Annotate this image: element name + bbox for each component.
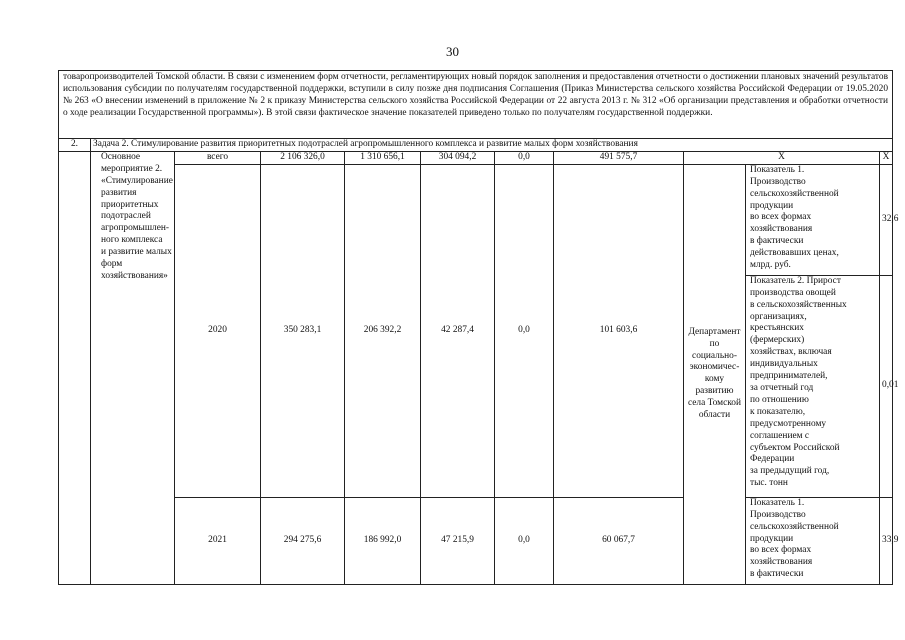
total-indicator-x: Х [684, 151, 880, 164]
year-2021-local: 0,0 [495, 497, 554, 584]
empty-number-cell [59, 151, 91, 584]
total-label: всего [175, 151, 261, 164]
year-2020-regional: 42 287,4 [421, 164, 495, 497]
executor: Департамент по социально- экономичес- кому развитию села Томской области [684, 164, 746, 584]
year-2020-row-1 [59, 164, 893, 275]
task-title: Задача 2. Стимулирование развития приоритетных подотраслей агропромышленного комплекса и развитие малых форм хозяйствования [91, 139, 893, 152]
year-2021-row-1 [59, 497, 893, 584]
note-text: товаропроизводителей Томской области. В связи с изменением форм отчетности, регламентирующих новый порядок заполнения и предоставления отчетности о достижении плановых значений результатов использования субсидии по получателям государственной поддержки, вступили в силу позже дня подписания Соглашения (Приказ Министерства сельского хозяйства Российской Федерации от 19.05.2020 № 263 «О внесении изменений в приложение № 2 к приказу Министерства сельского хозяйства Российской Федерации от 22 августа 2013 г. № 312 «Об организации представления и обработки отчетности о ходе реализации Государственной программы»). В этой связи фактическое значение показателей приведено только по получателям государственной поддержки. [59, 71, 893, 139]
year-2021-regional: 47 215,9 [421, 497, 495, 584]
year-2021-federal: 186 992,0 [345, 497, 421, 584]
total-sum: 2 106 326,0 [261, 151, 345, 164]
indicator-2020-2: Показатель 2. Прирост производства овощей в сельскохозяйственных организациях, крестьянских (фермерских) хозяйствах, включая индивидуальных предпринимателей, за отчетный год по отношению к показателю, предусмотренному соглашением с субъектом Российской Федерации за предыдущий год, тыс. тонн [746, 275, 880, 497]
total-row [59, 151, 893, 164]
year-2020-federal: 206 392,2 [345, 164, 421, 497]
program-table [58, 70, 899, 585]
indicator-2021-1-value: 33,9 [880, 497, 893, 584]
indicator-2020-2-value: 0,01 [880, 275, 893, 497]
year-2021: 2021 [175, 497, 261, 584]
year-2021-other: 60 067,7 [554, 497, 684, 584]
indicator-2020-1-value: 32,6 [880, 164, 893, 275]
year-2020: 2020 [175, 164, 261, 497]
total-local: 0,0 [495, 151, 554, 164]
year-2021-total: 294 275,6 [261, 497, 345, 584]
total-value-x: Х [880, 151, 893, 164]
indicator-2020-1: Показатель 1. Производство сельскохозяйственной продукции во всех формах хозяйствования в фактически действовавших ценах, млрд. руб. [746, 164, 880, 275]
task-number: 2. [59, 139, 91, 152]
note-row [59, 71, 893, 139]
event-name: Основное мероприятие 2. «Стимулирование развития приоритетных подотраслей агропромышлен- ного комплекса и развитие малых форм хозяйствования» [91, 151, 175, 584]
total-other: 491 575,7 [554, 151, 684, 164]
total-regional: 304 094,2 [421, 151, 495, 164]
page-number: 30 [446, 44, 459, 59]
indicator-2021-1: Показатель 1. Производство сельскохозяйственной продукции во всех формах хозяйствования в фактически [746, 497, 880, 584]
task-row [59, 139, 893, 152]
total-federal: 1 310 656,1 [345, 151, 421, 164]
year-2020-local: 0,0 [495, 164, 554, 497]
year-2020-total: 350 283,1 [261, 164, 345, 497]
year-2020-other: 101 603,6 [554, 164, 684, 497]
